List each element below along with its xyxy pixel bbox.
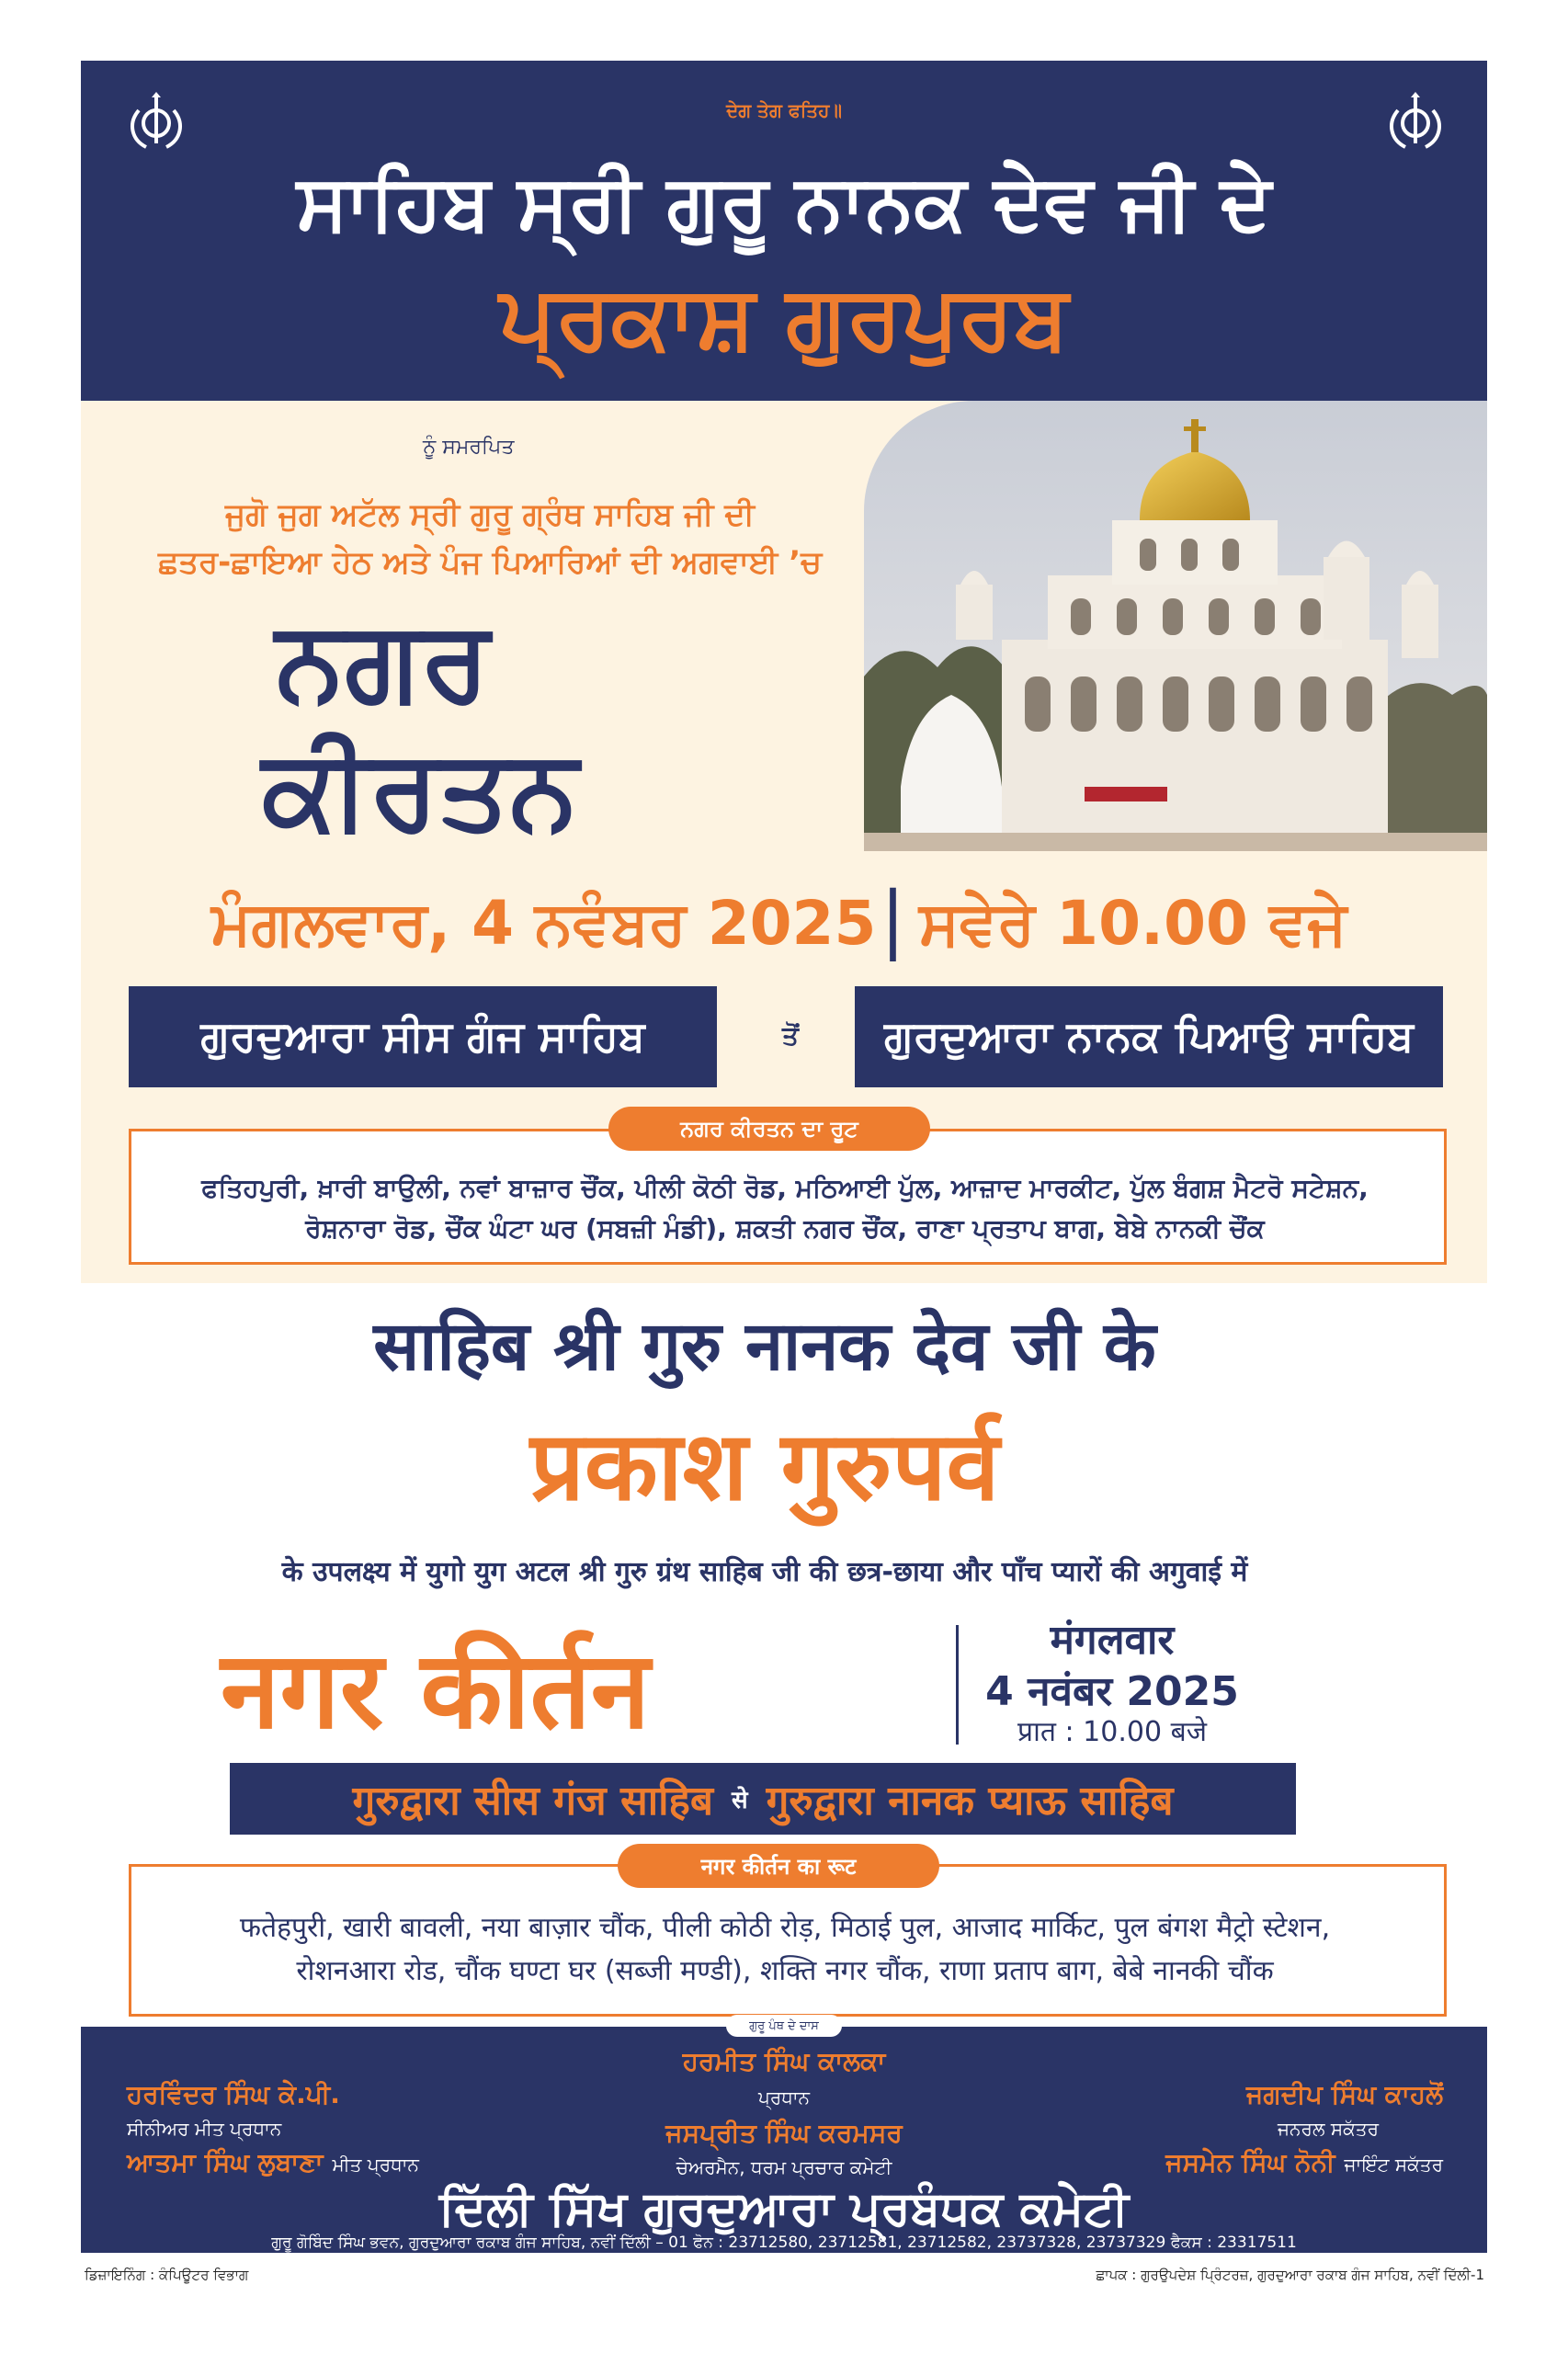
punjabi-route-label: ਨਗਰ ਕੀਰਤਨ ਦਾ ਰੂਟ <box>608 1107 930 1151</box>
hindi-title-line1: साहिब श्री गुरु नानक देव जी के <box>373 1307 1156 1386</box>
hindi-event: नगर कीर्तन <box>221 1629 651 1753</box>
from-gurdwara: ਗੁਰਦੁਆਰਾ ਸੀਸ ਗੰਜ ਸਾਹਿਬ <box>129 986 717 1087</box>
senior-vp-name: ਹਰਵਿੰਦਰ ਸਿੰਘ ਕੇ.ਪੀ. <box>127 2079 340 2109</box>
punjabi-title-line1: ਸਾਹਿਬ ਸ੍ਰੀ ਗੁਰੂ ਨਾਨਕ ਦੇਵ ਜੀ ਦੇ <box>296 157 1272 247</box>
punjabi-subtitle-line2: ਛਤਰ-ਛਾਇਆ ਹੇਠ ਅਤੇ ਪੰਜ ਪਿਆਰਿਆਂ ਦੀ ਅਗਵਾਈ ’ਚ <box>157 544 823 581</box>
organization-address: ਗੁਰੂ ਗੋਬਿੰਦ ਸਿੰਘ ਭਵਨ, ਗੁਰਦੁਆਰਾ ਰਕਾਬ ਗੰਜ ਸਾਹਿਬ, ਨਵੀਂ ਦਿੱਲੀ – 01 ਫੋਨ : 23712580, 23712581, 23712582, 23737328, 23737329 ਫੈਕਸ : 23317511 <box>271 2234 1297 2252</box>
president-name: ਹਰਮੀਤ ਸਿੰਘ ਕਾਲਕਾ <box>682 2046 886 2076</box>
hindi-to-gurdwara: गुरुद्वारा नानक प्याऊ साहिब <box>766 1778 1174 1824</box>
hindi-from-to: से <box>732 1787 748 1814</box>
hindi-time: प्रात : 10.00 बजे <box>1017 1716 1207 1748</box>
hindi-title-line2: प्रकाश गुरुपर्व <box>529 1410 1000 1522</box>
organization-name: ਦਿੱਲੀ ਸਿੱਖ ਗੁਰਦੁਆਰਾ ਪ੍ਰਬੰਧਕ ਕਮੇਟੀ <box>438 2181 1130 2236</box>
punjabi-route-line1: ਫਤਿਹਪੁਰੀ, ਖ਼ਾਰੀ ਬਾਉਲੀ, ਨਵਾਂ ਬਾਜ਼ਾਰ ਚੌਂਕ, ਪੀਲੀ ਕੋਠੀ ਰੋਡ, ਮਠਿਆਈ ਪੁੱਲ, ਆਜ਼ਾਦ ਮਾਰਕੀਟ, ਪੁੱਲ ਬੰਗਸ਼ ਮੈਟਰੋ ਸਟੇਸ਼ਨ, <box>201 1173 1369 1203</box>
date-separator: | <box>881 876 905 961</box>
joint-sec-title: ਜਾਇੰਟ ਸਕੱਤਰ <box>1344 2154 1443 2176</box>
hindi-gurdwara-bar <box>230 1763 1296 1835</box>
vp-name: ਆਤਮਾ ਸਿੰਘ ਲੁਬਾਣਾ <box>127 2147 324 2177</box>
gen-sec-name: ਜਗਦੀਪ ਸਿੰਘ ਕਾਹਲੋਂ <box>1245 2079 1443 2109</box>
punjabi-subtitle-line1: ਜੁਗੋ ਜੁਗ ਅਟੱਲ ਸ੍ਰੀ ਗੁਰੂ ਗ੍ਰੰਥ ਸਾਹਿਬ ਜੀ ਦੀ <box>224 496 756 533</box>
to-gurdwara: ਗੁਰਦੁਆਰਾ ਨਾਨਕ ਪਿਆਉ ਸਾਹਿਬ <box>855 986 1443 1087</box>
joint-sec-name: ਜਸਮੇਨ ਸਿੰਘ ਨੋਨੀ <box>1165 2147 1335 2177</box>
gurdwara-photo <box>864 401 1487 851</box>
hindi-route-line2: रोशनआरा रोड, चौंक घण्टा घर (सब्जी मण्डी), शक्ति नगर चौंक, राणा प्रताप बाग, बेबे नानकी चौंक <box>296 1955 1274 1987</box>
hindi-from-gurdwara: गुरुद्वारा सीस गंज साहिब <box>352 1778 713 1824</box>
chairman-name: ਜਸਪ੍ਰੀਤ ਸਿੰਘ ਕਰਮਸਰ <box>665 2118 903 2148</box>
servants-tag: ਗੁਰੂ ਪੰਥ ਦੇ ਦਾਸ <box>726 2015 842 2037</box>
to-word: ਤੋਂ <box>782 1020 799 1051</box>
hindi-route-label: नगर कीर्तन का रूट <box>618 1844 939 1888</box>
punjabi-title-line2: ਪ੍ਰਕਾਸ਼ ਗੁਰਪੁਰਬ <box>499 266 1069 369</box>
punjabi-event-line1: ਨਗਰ <box>276 597 490 725</box>
punjabi-time: ਸਵੇਰੇ 10.00 ਵਜੇ <box>919 888 1347 959</box>
chairman-title: ਚੇਅਰਮੈਨ, ਧਰਮ ਪ੍ਰਚਾਰ ਕਮੇਟੀ <box>676 2156 892 2178</box>
joint-sec-line <box>1011 2147 1443 2178</box>
punjabi-route-line2: ਰੋਸ਼ਨਾਰਾ ਰੋਡ, ਚੌਂਕ ਘੰਟਾ ਘਰ (ਸਬਜ਼ੀ ਮੰਡੀ), ਸ਼ਕਤੀ ਨਗਰ ਚੌਂਕ, ਰਾਣਾ ਪ੍ਰਤਾਪ ਬਾਗ, ਬੇਬੇ ਨਾਨਕੀ ਚੌਂਕ <box>305 1213 1265 1244</box>
vp-title: ਮੀਤ ਪ੍ਰਧਾਨ <box>332 2154 419 2176</box>
hindi-day: मंगलवार <box>1050 1617 1175 1664</box>
design-credit: ਡਿਜ਼ਾਇਨਿੰਗ : ਕੰਪਿਊਟਰ ਵਿਭਾਗ <box>85 2267 249 2283</box>
president-title: ਪ੍ਰਧਾਨ <box>757 2086 811 2109</box>
hindi-subtitle: के उपलक्ष्य में युगो युग अटल श्री गुरु ग्रंथ साहिब जी की छत्र-छाया और पाँच प्यारों की अगुवाई में <box>281 1556 1248 1588</box>
punjabi-event-line2: ਕੀਰਤਨ <box>262 726 579 854</box>
hindi-date: 4 नवंबर 2025 <box>985 1668 1239 1715</box>
invocation: ਦੇਗ ਤੇਗ ਫਤਿਹ॥ <box>726 99 842 121</box>
senior-vp-title: ਸੀਨੀਅਰ ਮੀਤ ਪ੍ਰਧਾਨ <box>127 2118 282 2140</box>
punjabi-date: ਮੰਗਲਵਾਰ, 4 ਨਵੰਬਰ 2025 <box>211 888 877 959</box>
dedicated-label: ਨੂੰ ਸਮਰਪਿਤ <box>423 436 515 459</box>
gen-sec-title: ਜਨਰਲ ਸਕੱਤਰ <box>1278 2118 1379 2140</box>
hindi-route-line1: फतेहपुरी, खारी बावली, नया बाज़ार चौंक, पीली कोठी रोड़, मिठाई पुल, आजाद मार्किट, पुल बंगश मैट्रो स्टेशन, <box>239 1912 1331 1944</box>
hindi-divider <box>956 1625 959 1745</box>
print-credit: ਛਾਪਕ : ਗੁਰਉਪਦੇਸ਼ ਪ੍ਰਿੰਟਰਜ਼, ਗੁਰਦੁਆਰਾ ਰਕਾਬ ਗੰਜ ਸਾਹਿਬ, ਨਵੀਂ ਦਿੱਲੀ-1 <box>1096 2267 1484 2283</box>
vp-line <box>127 2147 419 2178</box>
